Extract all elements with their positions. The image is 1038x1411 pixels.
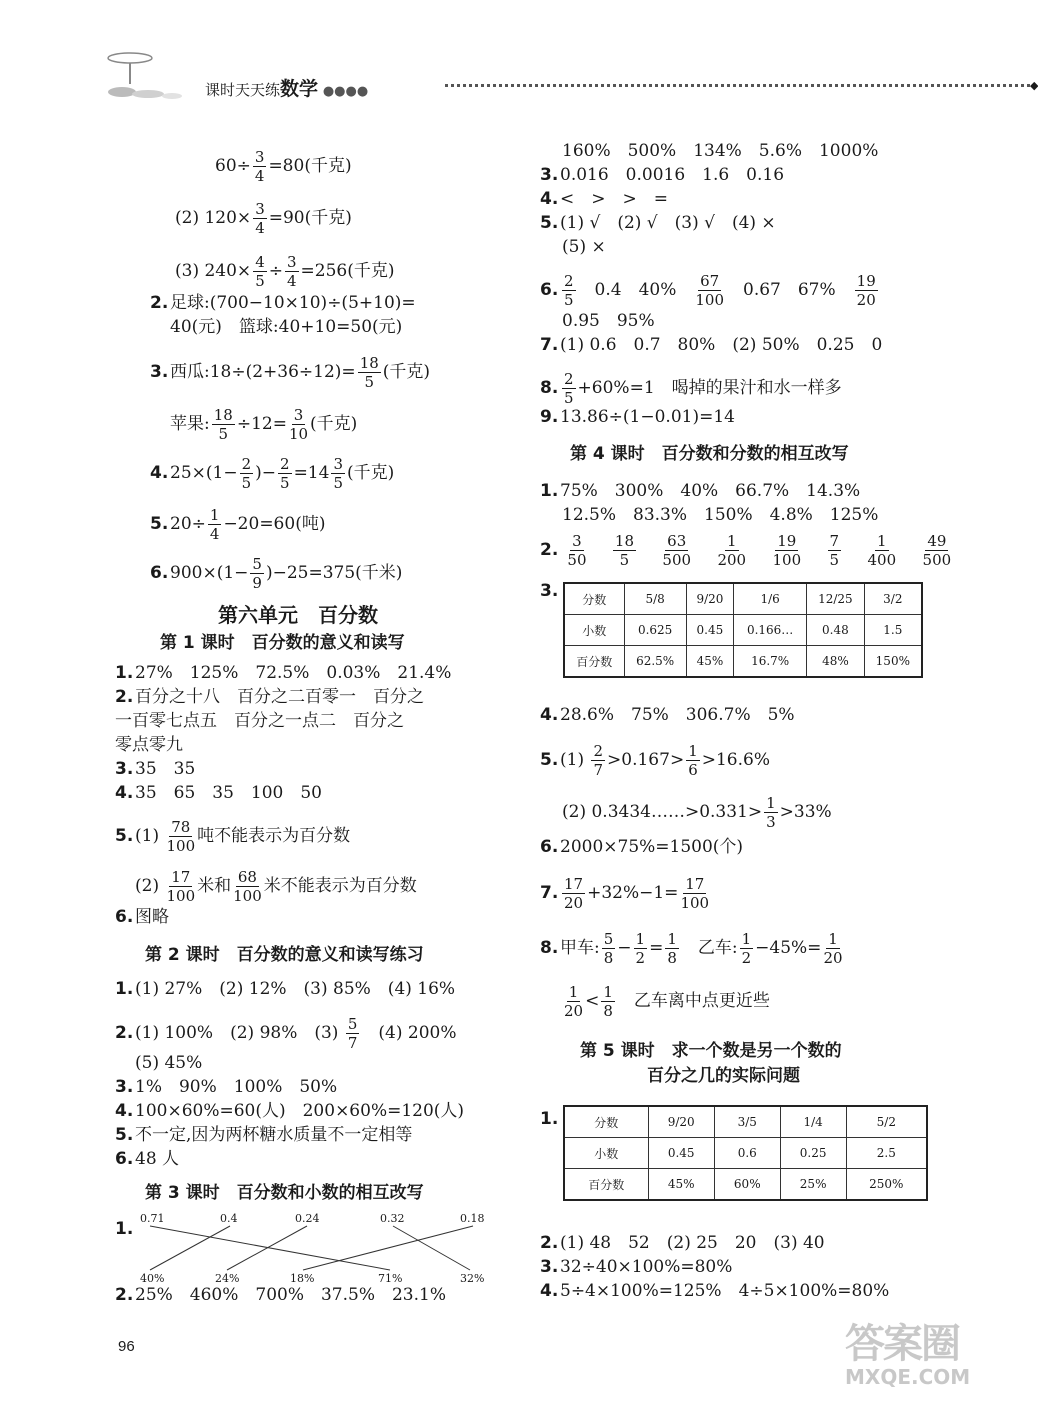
answer-line: (5) 45% [135, 1053, 203, 1073]
section-title: 第 4 课时 百分数和分数的相互改写 [570, 444, 849, 464]
fraction: $\frac{63}{500}$ [662, 532, 692, 569]
table-row [564, 646, 922, 678]
answer-line: 7. (1) 0.6 0.7 80% (2) 50% 0.25 0 [540, 335, 883, 355]
fraction: $\frac{1}{4}$ [209, 506, 220, 543]
answer-line: 7. $\frac{17}{20}$ +32%−1= $\frac{17}{100}$ [540, 875, 710, 912]
table-cell: 分数 [564, 1106, 648, 1138]
question-number: 1. [115, 1219, 134, 1239]
watermark-url: MXQE.COM [845, 1365, 971, 1389]
header-rule-end-icon: ◆ [1030, 79, 1038, 92]
fraction: $\frac{18}{5}$ [614, 532, 634, 569]
fraction: $\frac{67}{100}$ [695, 272, 725, 309]
table-cell: 0.45 [648, 1138, 714, 1169]
table-cell: 小数 [564, 1138, 648, 1169]
answer-line: 3. 35 35 [115, 759, 196, 779]
fraction: $\frac{7}{5}$ [829, 532, 840, 569]
table-cell: 百分数 [564, 646, 624, 678]
table-cell: 9/20 [686, 583, 733, 615]
answer-line: 4. 25×(1− $\frac{2}{5}$ )− $\frac{2}{5}$ =14 $\frac{3}{5}$ (千克) [150, 455, 395, 492]
header-title [205, 74, 368, 101]
fraction: $\frac{4}{5}$ [255, 253, 265, 290]
fraction: $\frac{19}{100}$ [772, 532, 802, 569]
fraction: $\frac{1}{3}$ [766, 794, 776, 831]
table-cell: 0.45 [686, 615, 733, 646]
table-cell: 5/2 [846, 1106, 927, 1138]
fraction: $\frac{17}{100}$ [680, 875, 710, 912]
table-cell: 5/8 [624, 583, 686, 615]
fraction: $\frac{18}{5}$ [359, 354, 379, 391]
fraction: $\frac{1}{8}$ [667, 930, 677, 967]
fraction: $\frac{2}{7}$ [593, 742, 604, 779]
answer-line: 6. 48 人 [115, 1149, 180, 1169]
table-cell: 25% [780, 1169, 846, 1201]
match-top-label: 0.24 [295, 1212, 320, 1225]
match-bottom-label: 24% [215, 1272, 240, 1285]
answer-line: 2. 25% 460% 700% 37.5% 23.1% [115, 1285, 446, 1305]
table-cell: 百分数 [564, 1169, 648, 1201]
matching-diagram [135, 1210, 500, 1285]
section-title: 第 1 课时 百分数的意义和读写 [160, 633, 405, 653]
answer-line: 5. 不一定,因为两杯糖水质量不一定相等 [115, 1125, 413, 1145]
answer-line: 9. 13.86÷(1−0.01)=14 [540, 407, 735, 427]
answer-line: 2. (1) 48 52 (2) 25 20 (3) 40 [540, 1233, 825, 1253]
answer-line: 60÷ $\frac{3}{4}$ =80(千克) [215, 148, 352, 185]
answer-line: 2. $\frac{3}{50}$ $\frac{18}{5}$ $\frac{63}{500}$ $\frac{1}{200}$ $\frac{19}{100}$ $\frac{7}{5}$ $\frac{1}{400}$ $\frac{49}{500}$ [540, 532, 952, 569]
answer-line: 40(元) 篮球:40+10=50(元) [170, 317, 403, 337]
match-line [150, 1226, 390, 1270]
fraction: $\frac{2}{5}$ [280, 455, 290, 492]
question-number: 1. [540, 1109, 559, 1129]
answer-line: 一百零七点五 百分之一点二 百分之 [115, 711, 404, 731]
fraction: $\frac{1}{20}$ [823, 930, 843, 967]
answer-line: 5. 20÷ $\frac{1}{4}$ −20=60(吨) [150, 506, 326, 543]
watermark-text: 答案圈 [845, 1321, 959, 1367]
fraction: $\frac{18}{5}$ [213, 406, 233, 443]
answer-line: 0.95 95% [562, 311, 655, 331]
answer-line: (2) $\frac{17}{100}$ 米和 $\frac{68}{100}$ 米不能表示为百分数 [135, 868, 417, 905]
table-cell: 45% [648, 1169, 714, 1201]
table-cell: 45% [686, 646, 733, 678]
match-bottom-label: 32% [460, 1272, 485, 1285]
answer-line: 5. (1) $\frac{2}{7}$ >0.167> $\frac{1}{6}$ >16.6% [540, 742, 770, 779]
unit-title: 第六单元 百分数 [218, 603, 378, 627]
table-cell: 0.48 [807, 615, 865, 646]
answer-line: 8. $\frac{2}{5}$ +60%=1 喝掉的果汁和水一样多 [540, 370, 842, 407]
fraction: $\frac{17}{20}$ [564, 875, 584, 912]
page-number: 96 [118, 1338, 135, 1355]
fraction: $\frac{2}{5}$ [241, 455, 252, 492]
watermark-logo [845, 1312, 985, 1402]
match-line [303, 1226, 473, 1270]
answer-line: 2. 足球:(700−10×10)÷(5+10)= [150, 293, 416, 313]
table-cell: 60% [714, 1169, 780, 1201]
table-cell: 1/4 [780, 1106, 846, 1138]
answer-line: 2. 百分之十八 百分之二百零一 百分之 [115, 687, 424, 707]
table-row [564, 1106, 927, 1138]
match-top-label: 0.4 [220, 1212, 238, 1225]
table-row [564, 1138, 927, 1169]
answer-line: 3. 32÷40×100%=80% [540, 1257, 733, 1277]
answer-line: 4. 35 65 35 100 50 [115, 783, 322, 803]
answer-line: (3) 240× $\frac{4}{5}$ ÷ $\frac{3}{4}$ =256(千克) [175, 253, 395, 290]
fraction: $\frac{1}{8}$ [603, 983, 613, 1020]
table-cell: 0.25 [780, 1138, 846, 1169]
section-title: 第 5 课时 求一个数是另一个数的 [580, 1041, 842, 1061]
fraction: $\frac{5}{7}$ [347, 1015, 358, 1052]
fraction: $\frac{3}{10}$ [288, 406, 309, 443]
table-cell: 小数 [564, 615, 624, 646]
table-cell: 9/20 [648, 1106, 714, 1138]
match-line [150, 1226, 230, 1270]
fraction: $\frac{5}{9}$ [252, 555, 262, 592]
fraction: $\frac{3}{50}$ [567, 532, 587, 569]
answer-line: $\frac{1}{20}$ < $\frac{1}{8}$ 乙车离中点更近些 [564, 983, 770, 1020]
fraction: $\frac{78}{100}$ [166, 818, 196, 855]
fraction: $\frac{49}{500}$ [922, 532, 952, 569]
match-line [227, 1226, 307, 1270]
table-row [564, 615, 922, 646]
match-top-label: 0.32 [380, 1212, 405, 1225]
fraction: $\frac{5}{8}$ [603, 930, 614, 967]
table-row [564, 1169, 927, 1201]
answer-line: 3. 1% 90% 100% 50% [115, 1077, 338, 1097]
fraction: $\frac{68}{100}$ [233, 868, 262, 905]
header-subject: 数学 [280, 78, 319, 100]
table-row [564, 583, 922, 615]
table-cell: 12/25 [807, 583, 865, 615]
table-cell: 0.166… [734, 615, 807, 646]
fraction: $\frac{1}{2}$ [741, 930, 752, 967]
answer-line: 1. 27% 125% 72.5% 0.03% 21.4% [115, 663, 452, 683]
fraction: $\frac{2}{5}$ [564, 370, 574, 407]
fraction: $\frac{3}{5}$ [333, 455, 343, 492]
table-cell: 2.5 [846, 1138, 927, 1169]
table-cell: 3/2 [864, 583, 922, 615]
answer-line: 6. 图略 [115, 907, 169, 927]
fraction: $\frac{3}{4}$ [254, 148, 265, 185]
fraction: $\frac{1}{20}$ [564, 983, 584, 1020]
answer-line: 5. (1) √ (2) √ (3) √ (4) × [540, 213, 776, 233]
answer-line: 1. 75% 300% 40% 66.7% 14.3% [540, 481, 861, 501]
answer-line: 4. 5÷4×100%=125% 4÷5×100%=80% [540, 1281, 890, 1301]
fraction: $\frac{19}{20}$ [856, 272, 876, 309]
fraction: $\frac{1}{200}$ [717, 532, 747, 569]
answer-line: (5) × [562, 237, 606, 257]
answer-line: 苹果: $\frac{18}{5}$ ÷12= $\frac{3}{10}$ (千克) [170, 406, 358, 443]
answer-line: 零点零九 [115, 735, 183, 755]
answer-line: 4. 28.6% 75% 306.7% 5% [540, 705, 795, 725]
table-cell: 0.6 [714, 1138, 780, 1169]
question-number: 3. [540, 581, 559, 601]
table-cell: 150% [864, 646, 922, 678]
fraction: $\frac{1}{2}$ [635, 930, 646, 967]
match-bottom-label: 40% [140, 1272, 165, 1285]
header-badges-icon: ●●●● [322, 84, 369, 99]
match-bottom-label: 71% [378, 1272, 403, 1285]
header-series: 课时天天练 [205, 81, 281, 99]
fraction-decimal-percent-table [563, 582, 923, 678]
answer-line: 6. 900×(1− $\frac{5}{9}$ )−25=375(千米) [150, 555, 403, 592]
table-cell: 0.625 [624, 615, 686, 646]
answer-line: 12.5% 83.3% 150% 4.8% 125% [562, 505, 879, 525]
answer-line: 1. (1) 27% (2) 12% (3) 85% (4) 16% [115, 979, 456, 999]
match-top-label: 0.71 [140, 1212, 165, 1225]
section-title-line2: 百分之几的实际问题 [647, 1066, 800, 1086]
answer-line: 6. $\frac{2}{5}$ 0.4 40% $\frac{67}{100}$ 0.67 67% $\frac{19}{20}$ [540, 272, 876, 309]
section-title: 第 3 课时 百分数和小数的相互改写 [145, 1183, 424, 1203]
answer-line: 6. 2000×75%=1500(个) [540, 837, 744, 857]
match-bottom-label: 18% [290, 1272, 315, 1285]
match-line [393, 1226, 470, 1270]
table-cell: 16.7% [734, 646, 807, 678]
answer-line: 4. < > > = [540, 189, 668, 209]
fraction-decimal-percent-table [563, 1105, 928, 1201]
section-title: 第 2 课时 百分数的意义和读写练习 [145, 945, 424, 965]
table-cell: 分数 [564, 583, 624, 615]
answer-line: 3. 西瓜:18÷(2+36÷12)= $\frac{18}{5}$ (千克) [150, 354, 431, 391]
header-dotted-rule [445, 84, 1030, 87]
match-top-label: 0.18 [460, 1212, 485, 1225]
answer-line: (2) 120× $\frac{3}{4}$ =90(千克) [175, 200, 352, 237]
answer-line: 2. (1) 100% (2) 98% (3) $\frac{5}{7}$ (4) 200% [115, 1015, 457, 1052]
fraction: $\frac{3}{4}$ [255, 200, 265, 237]
header-decoration-icon [100, 48, 195, 106]
fraction: $\frac{2}{5}$ [564, 272, 574, 309]
answer-line: 160% 500% 134% 5.6% 1000% [562, 141, 879, 161]
table-cell: 3/5 [714, 1106, 780, 1138]
table-cell: 1/6 [734, 583, 807, 615]
fraction: $\frac{17}{100}$ [166, 868, 196, 905]
fraction: $\frac{3}{4}$ [286, 253, 297, 290]
fraction: $\frac{1}{6}$ [688, 742, 698, 779]
answer-line: 8. 甲车: $\frac{5}{8}$ − $\frac{1}{2}$ = $\frac{1}{8}$ 乙车: $\frac{1}{2}$ −45%= $\frac{1}{20}$ [540, 930, 843, 967]
table-cell: 62.5% [624, 646, 686, 678]
answer-line: 5. (1) $\frac{78}{100}$ 吨不能表示为百分数 [115, 818, 351, 855]
answer-line: (2) 0.3434……>0.331> $\frac{1}{3}$ >33% [562, 794, 832, 831]
answer-line: 4. 100×60%=60(人) 200×60%=120(人) [115, 1101, 465, 1121]
table-cell: 250% [846, 1169, 927, 1201]
answer-line: 3. 0.016 0.0016 1.6 0.16 [540, 165, 785, 185]
table-cell: 48% [807, 646, 865, 678]
table-cell: 1.5 [864, 615, 922, 646]
fraction: $\frac{1}{400}$ [867, 532, 897, 569]
